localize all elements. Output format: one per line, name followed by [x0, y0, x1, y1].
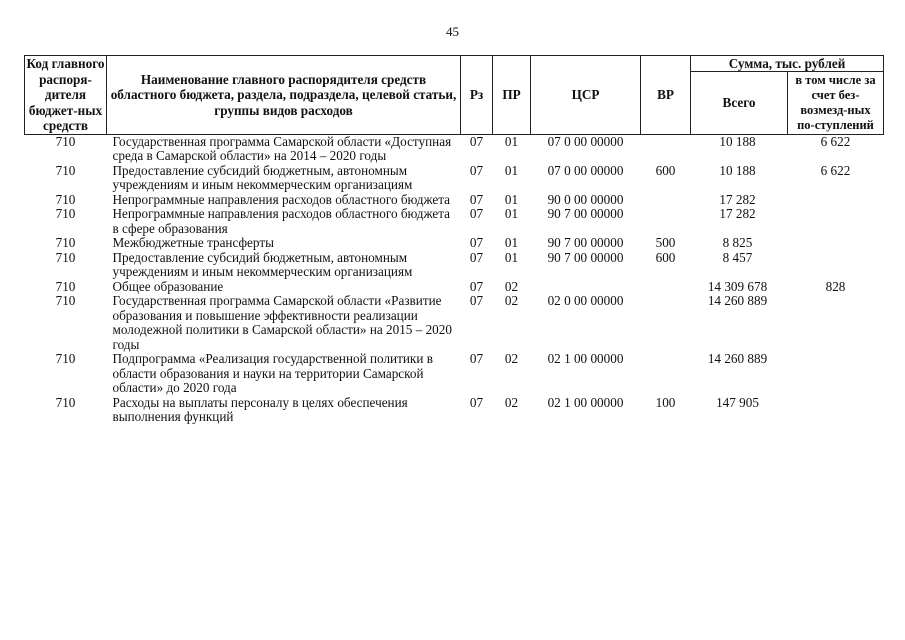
cell-name: Общее образование — [112, 278, 224, 294]
cell-csr: 02 1 00 00000 — [547, 394, 624, 410]
cell-total: 17 282 — [719, 206, 756, 221]
cell-name: Расходы на выплаты персоналу в целях обеспечения выполнения функций — [112, 394, 408, 424]
cell-code: 710 — [55, 206, 76, 221]
cell-vr: 100 — [655, 394, 676, 410]
table-row — [25, 294, 884, 352]
cell-incl — [788, 236, 884, 251]
cell-code: 710 — [55, 162, 76, 178]
cell-vr: 500 — [655, 235, 676, 250]
cell-total: 10 188 — [719, 162, 756, 178]
cell-total: 8 457 — [722, 249, 753, 265]
cell-vr: 600 — [655, 162, 676, 178]
cell-csr: 02 1 00 00000 — [547, 351, 624, 366]
cell-incl — [788, 352, 884, 396]
cell-vr — [641, 352, 691, 396]
cell-name: Государственная программа Самарской области «Развитие образования и повышение эффективности реализации молодежной политики в Самарской области» на 2015 – 2020 годы — [112, 293, 452, 352]
cell-vr — [641, 294, 691, 352]
cell-pr: 01 — [504, 235, 519, 250]
cell-csr: 02 0 00 00000 — [547, 293, 624, 308]
cell-incl — [788, 294, 884, 352]
cell-total: 14 260 889 — [707, 351, 768, 366]
cell-name: Предоставление субсидий бюджетным, автономным учреждениям и иным некоммерческим организациям — [112, 249, 413, 279]
table-row — [25, 193, 884, 208]
table-row — [25, 280, 884, 295]
cell-vr — [641, 193, 691, 208]
cell-total: 8 825 — [722, 235, 753, 250]
table-row — [25, 352, 884, 396]
cell-incl — [788, 396, 884, 425]
cell-rz: 07 — [469, 133, 484, 149]
header-sum: Сумма, тыс. рублей — [691, 56, 884, 72]
cell-pr: 01 — [504, 206, 519, 221]
cell-code: 710 — [55, 191, 76, 207]
cell-incl — [788, 207, 884, 236]
cell-incl: 6 622 — [820, 162, 851, 178]
table-row — [25, 207, 884, 236]
cell-pr: 02 — [504, 293, 519, 308]
cell-vr — [641, 207, 691, 236]
cell-incl: 828 — [825, 278, 846, 294]
cell-pr: 01 — [504, 162, 519, 178]
cell-total: 147 905 — [716, 394, 759, 410]
cell-name: Государственная программа Самарской области «Доступная среда в Самарской области» на 2014 – 2020 годы — [112, 133, 452, 163]
cell-incl — [788, 193, 884, 208]
cell-total: 10 188 — [719, 133, 756, 149]
table-row — [25, 164, 884, 193]
cell-rz: 07 — [469, 235, 484, 250]
cell-name: Непрограммные направления расходов областного бюджета в сфере образования — [112, 206, 451, 236]
cell-pr: 01 — [504, 133, 519, 149]
header-name: Наименование главного распорядителя средств областного бюджета, раздела, подраздела, целевой статьи, группы видов расходов — [107, 56, 461, 135]
page-number: 45 — [446, 24, 459, 39]
cell-pr: 01 — [504, 249, 519, 265]
header-code: Код главного распоря-дителя бюджет-ных средств — [25, 56, 107, 135]
cell-vr: 600 — [655, 249, 676, 265]
header-total: Всего — [691, 72, 788, 135]
header-rz: Рз — [461, 56, 493, 135]
header-vr: ВР — [641, 56, 691, 135]
header-pr: ПР — [493, 56, 531, 135]
cell-csr: 07 0 00 00000 — [547, 162, 624, 178]
cell-rz: 07 — [469, 293, 484, 308]
cell-pr: 02 — [504, 351, 519, 366]
cell-code: 710 — [55, 351, 76, 366]
cell-csr: 90 7 00 00000 — [547, 235, 624, 250]
cell-vr — [641, 134, 691, 164]
cell-name: Межбюджетные трансферты — [112, 235, 274, 250]
cell-pr: 02 — [504, 278, 519, 294]
cell-incl: 6 622 — [820, 133, 851, 149]
table-row — [25, 251, 884, 280]
cell-csr: 07 0 00 00000 — [547, 133, 624, 149]
cell-code: 710 — [55, 394, 76, 410]
cell-rz: 07 — [469, 394, 484, 410]
cell-code: 710 — [55, 133, 76, 149]
header-incl: в том числе за счет без-возмезд-ных по-ступлений — [788, 72, 884, 135]
cell-incl — [788, 251, 884, 280]
cell-pr: 01 — [504, 191, 519, 207]
cell-rz: 07 — [469, 206, 484, 221]
cell-rz: 07 — [469, 249, 484, 265]
budget-table — [24, 55, 884, 425]
cell-name: Подпрограмма «Реализация государственной политики в области образования и науки на территории Самарской области» до 2020 года — [112, 351, 433, 395]
cell-rz: 07 — [469, 351, 484, 366]
cell-code: 710 — [55, 249, 76, 265]
cell-name: Непрограммные направления расходов областного бюджета — [112, 191, 451, 207]
table-header — [25, 56, 884, 135]
cell-pr: 02 — [504, 394, 519, 410]
cell-total: 17 282 — [719, 191, 756, 207]
table-row — [25, 396, 884, 425]
cell-total: 14 309 678 — [707, 278, 768, 294]
cell-code: 710 — [55, 293, 76, 308]
cell-csr — [531, 280, 641, 295]
cell-rz: 07 — [469, 278, 484, 294]
cell-code: 710 — [55, 278, 76, 294]
cell-csr: 90 7 00 00000 — [547, 249, 624, 265]
table-body — [25, 134, 884, 425]
cell-rz: 07 — [469, 162, 484, 178]
cell-csr: 90 7 00 00000 — [547, 206, 624, 221]
cell-name: Предоставление субсидий бюджетным, автономным учреждениям и иным некоммерческим организациям — [112, 162, 413, 192]
cell-csr: 90 0 00 00000 — [547, 191, 624, 207]
cell-code: 710 — [55, 235, 76, 250]
cell-rz: 07 — [469, 191, 484, 207]
table-row — [25, 134, 884, 164]
table-row — [25, 236, 884, 251]
header-csr: ЦСР — [531, 56, 641, 135]
cell-vr — [641, 280, 691, 295]
cell-total: 14 260 889 — [707, 293, 768, 308]
